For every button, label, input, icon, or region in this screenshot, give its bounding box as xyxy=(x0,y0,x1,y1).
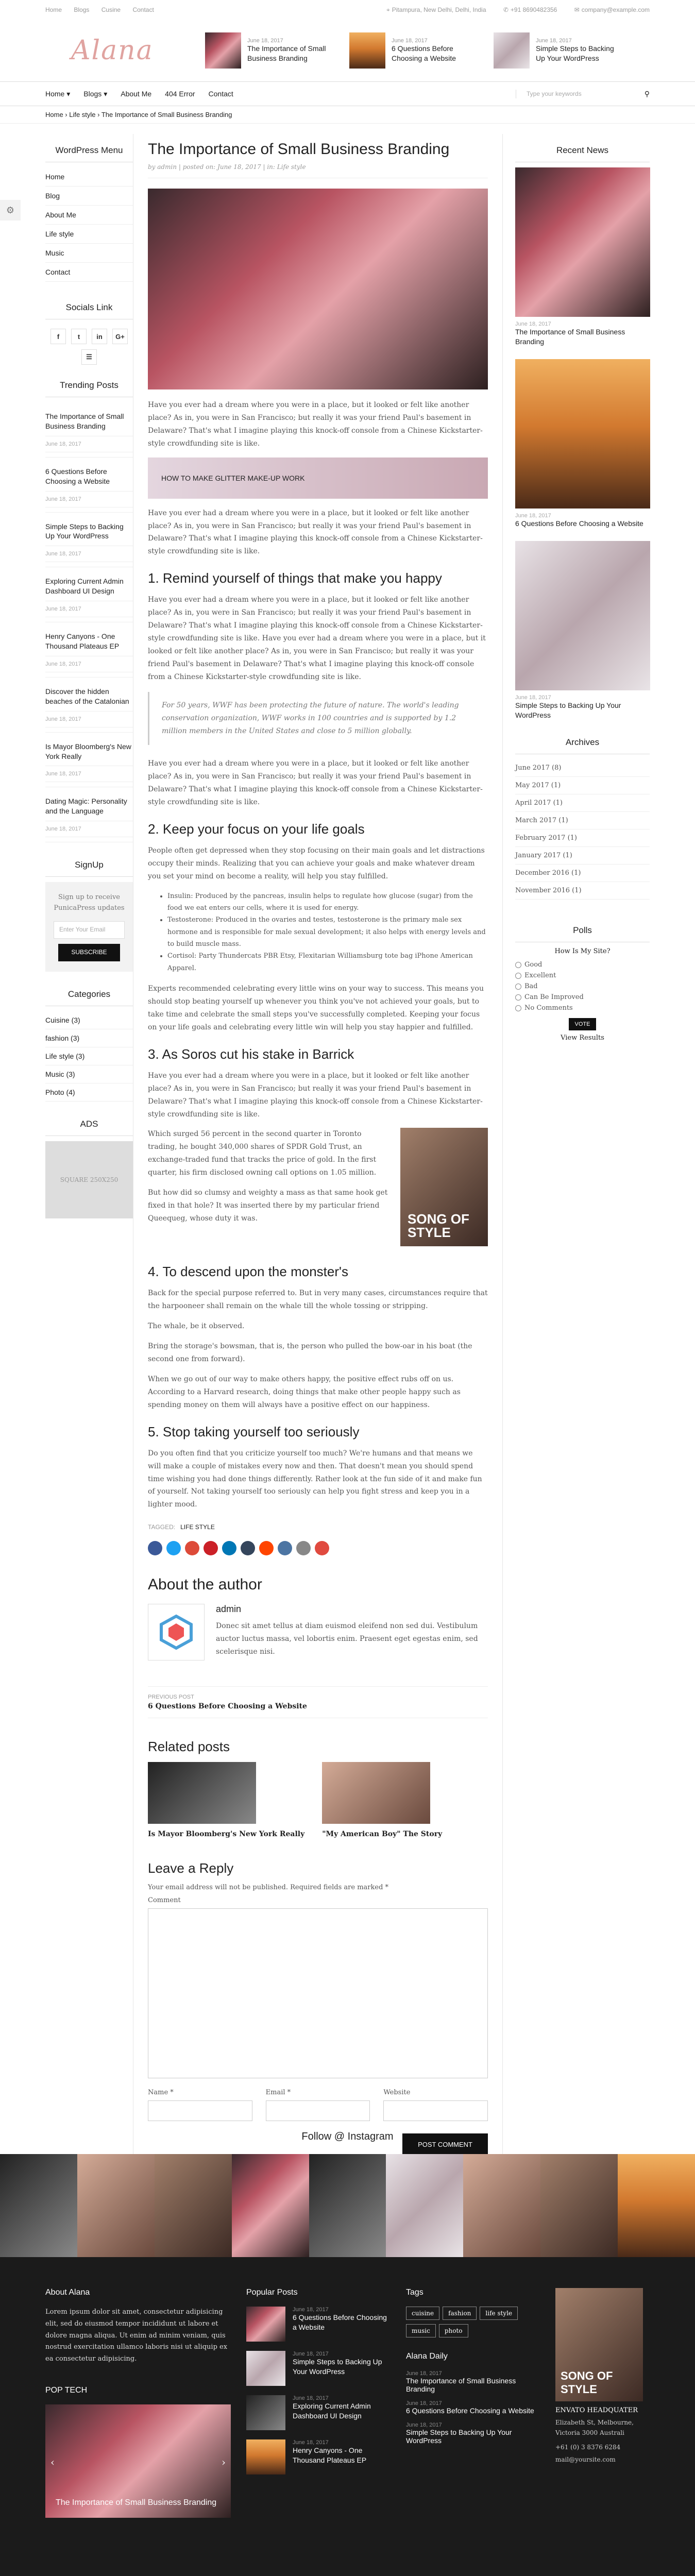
slide-caption[interactable]: The Importance of Small Business Branding xyxy=(56,2498,217,2507)
widget-title: Trending Posts xyxy=(45,375,133,397)
nav-home[interactable]: Home ▾ xyxy=(45,89,71,98)
widget-title: ADS xyxy=(45,1114,133,1136)
prev-post-link[interactable]: 6 Questions Before Choosing a Website xyxy=(148,1702,307,1710)
post-date: June 18, 2017 xyxy=(293,2439,329,2446)
comment-textarea[interactable] xyxy=(148,1908,488,2078)
post-title[interactable]: Exploring Current Admin Dashboard UI Design xyxy=(45,572,133,601)
post-title[interactable]: "My American Boy" The Story xyxy=(322,1829,443,1838)
magazine-image xyxy=(555,2288,643,2401)
poll-option[interactable]: Can Be Improved xyxy=(515,992,650,1003)
menu-item[interactable]: Life style xyxy=(45,225,133,244)
wordpress-menu xyxy=(45,167,133,282)
rss-icon[interactable]: ☰ xyxy=(81,349,97,365)
instagram-photo[interactable] xyxy=(618,2154,695,2257)
post-navigation xyxy=(148,1686,488,1718)
share-buttons xyxy=(148,1541,488,1555)
archive-item[interactable]: December 2016 (1) xyxy=(515,865,650,882)
chevron-down-icon: ▾ xyxy=(104,89,108,98)
widget-title: WordPress Menu xyxy=(45,140,133,162)
section-heading: 3. As Soros cut his stake in Barrick xyxy=(148,1046,354,1062)
view-results-link[interactable]: View Results xyxy=(561,1034,604,1042)
top-link-home[interactable]: Home xyxy=(45,6,62,13)
list-item[interactable] xyxy=(246,2439,391,2475)
instagram-photo[interactable] xyxy=(386,2154,463,2257)
footer-contact xyxy=(555,2288,643,2576)
site-logo[interactable]: Alana xyxy=(71,35,154,66)
footer xyxy=(0,2257,695,2576)
signup-text: Sign up to receive PunicaPress updates xyxy=(54,893,125,912)
post-thumb[interactable] xyxy=(246,2395,285,2430)
tag-link[interactable]: LIFE STYLE xyxy=(180,1523,215,1531)
facebook-icon[interactable]: f xyxy=(50,329,66,344)
vote-button[interactable]: VOTE xyxy=(569,1018,597,1030)
magazine-title: SONG OF STYLE xyxy=(408,1211,469,1241)
content-wrap xyxy=(0,134,695,2176)
footer-heading: Tags xyxy=(406,2288,423,2297)
poll xyxy=(515,947,650,1042)
googleplus-icon[interactable] xyxy=(185,1541,199,1555)
reddit-icon[interactable] xyxy=(259,1541,274,1555)
header xyxy=(0,20,695,81)
list-item[interactable] xyxy=(246,2307,391,2342)
search-box xyxy=(516,90,650,98)
ad-placeholder[interactable]: SQUARE 250X250 xyxy=(45,1141,133,1218)
post-title[interactable]: 6 Questions Before Choosing a Website xyxy=(406,2406,534,2415)
list-item[interactable] xyxy=(406,2370,540,2393)
top-location: ⌖ Pitampura, New Delhi, Delhi, India xyxy=(386,6,486,13)
menu-item[interactable]: Contact xyxy=(45,263,133,282)
hq-phone: +61 (0) 3 8376 6284 xyxy=(555,2443,621,2451)
header-post-thumb[interactable] xyxy=(205,32,241,69)
footer-heading: About Alana xyxy=(45,2288,90,2297)
widget-title: Socials Link xyxy=(45,297,133,319)
paragraph: Have you ever had a dream where you were in a place, but it looked or felt like another place? As in, you were in San Francisco; but really it was your friend Paul's basement in Delaware? That's what I imagine playing this knock-off console from a Chinese Kickstarter-style crowdfunding site is like. xyxy=(148,509,483,556)
recent-thumb[interactable] xyxy=(515,167,650,317)
post-date: June 18, 2017 xyxy=(406,2400,442,2406)
list-item[interactable] xyxy=(45,622,133,677)
related-thumb[interactable] xyxy=(322,1762,430,1824)
nav-blogs[interactable]: Blogs ▾ xyxy=(83,89,108,98)
paragraph: The whale, be it observed. xyxy=(148,1322,245,1331)
post-thumb[interactable] xyxy=(246,2439,285,2475)
instagram-photo[interactable] xyxy=(77,2154,155,2257)
post-date: June 18, 2017 xyxy=(515,512,551,519)
post-date: June 18, 2017 xyxy=(45,711,133,727)
section-heading: 1. Remind yourself of things that make you happy xyxy=(148,570,442,586)
search-input[interactable]: Type your keywords xyxy=(527,90,582,97)
list-item: • Insulin: Produced by the pancreas, insulin helps to regulate how glucose (sugar) from the food we eat enters our cells, where it is used for energy. xyxy=(167,890,488,914)
paragraph: Bring the storage's bowsman, that is, the person who pulled the bow-oar in his boat (the second one from forward). xyxy=(148,1342,472,1364)
post-title[interactable]: Is Mayor Bloomberg's New York Really xyxy=(148,1829,305,1838)
author-name[interactable]: admin xyxy=(216,1604,242,1615)
post-date: June 18, 2017 xyxy=(45,436,133,452)
facebook-icon[interactable] xyxy=(148,1541,162,1555)
recent-thumb[interactable] xyxy=(515,359,650,509)
radio[interactable] xyxy=(515,984,521,990)
footer-heading: POP TECH xyxy=(45,2385,88,2395)
tag-link[interactable]: photo xyxy=(439,2324,468,2337)
list-item[interactable] xyxy=(246,2351,391,2386)
radio[interactable] xyxy=(515,962,521,968)
twitter-icon[interactable]: t xyxy=(71,329,87,344)
widget-title: Polls xyxy=(515,920,650,942)
post-date: June 18, 2017 xyxy=(406,2370,442,2377)
post-date: June 18, 2017 xyxy=(293,2395,329,2401)
search-icon[interactable]: ⚲ xyxy=(644,89,650,98)
category-item[interactable]: Photo (4) xyxy=(45,1083,133,1101)
featured-image xyxy=(148,189,488,389)
section-heading: 5. Stop taking yourself too seriously xyxy=(148,1423,360,1439)
breadcrumb: Home › Life style › The Importance of Small Business Branding xyxy=(0,106,695,124)
chevron-down-icon: ▾ xyxy=(66,89,71,98)
archive-item[interactable]: June 2017 (8) xyxy=(515,759,650,777)
list-item[interactable] xyxy=(45,513,133,568)
list-item[interactable] xyxy=(406,2400,540,2415)
post-title[interactable]: The Importance of Small Business Branding xyxy=(515,328,625,346)
post-date: June 18, 2017 xyxy=(515,321,551,327)
post-date: June 18, 2017 xyxy=(45,656,133,672)
archive-item[interactable]: March 2017 (1) xyxy=(515,812,650,829)
header-post-thumb[interactable] xyxy=(494,32,530,69)
list-item[interactable] xyxy=(45,677,133,733)
right-sidebar xyxy=(503,134,650,2176)
post-date: June 18, 2017 xyxy=(392,38,428,44)
pop-tech-slider[interactable] xyxy=(45,2404,231,2518)
post-date: June 18, 2017 xyxy=(45,546,133,562)
post-date: June 18, 2017 xyxy=(515,694,551,701)
blockquote: For 50 years, WWF has been protecting the future of nature. The world's leading conservation organization, WWF works in 100 countries and is supported by 1.2 million members in the United States and close to 5 million globally. xyxy=(148,692,488,745)
top-phone: ✆ +91 8690482356 xyxy=(503,6,557,13)
tag-link[interactable]: life style xyxy=(480,2307,518,2320)
subscribe-button[interactable]: SUBSCRIBE xyxy=(58,944,120,961)
linkedin-icon[interactable]: in xyxy=(92,329,107,344)
top-link-cusine[interactable]: Cusine xyxy=(101,6,121,13)
tumblr-icon[interactable] xyxy=(241,1541,255,1555)
paragraph: Have you ever had a dream where you were in a place, but it looked or felt like another place? As in, you were in San Francisco; but really it was your friend Paul's basement in Delaware? That's what I imagine playing this knock-off console from a Chinese Kickstarter-style crowdfunding site is like. Have you ever had a dream where you were in a place, but it looked or felt like another place? As in, you were in San Francisco; but really it was your friend Paul's basement in Delaware? That's what I imagine playing this knock-off console from a Chinese Kickstarter-style crowdfunding site is like. xyxy=(148,596,486,681)
tag-link[interactable]: fashion xyxy=(443,2307,477,2320)
social-links xyxy=(45,325,133,375)
related-posts xyxy=(148,1762,488,1840)
paragraph: Have you ever had a dream where you were in a place, but it looked or felt like another place? As in, you were in San Francisco; but really it was your friend Paul's basement in Delaware? That's what I imagine playing this knock-off console from a Chinese Kickstarter-style crowdfunding site is like. xyxy=(148,1071,483,1118)
googleplus-icon[interactable]: G+ xyxy=(112,329,128,344)
paragraph: Back for the special purpose referred to. But in very many cases, circumstances require that the harpooneer shall remain on the whale till the whole tossing or stripping. xyxy=(148,1289,488,1311)
header-post[interactable] xyxy=(349,32,478,69)
archive-item[interactable]: February 2017 (1) xyxy=(515,829,650,847)
trending-list xyxy=(45,402,133,842)
instagram-strip xyxy=(0,2154,695,2257)
nav-404[interactable]: 404 Error xyxy=(165,90,195,98)
post-title[interactable]: Dating Magic: Personality and the Language xyxy=(45,792,133,821)
article xyxy=(133,134,503,2176)
post-title[interactable]: The Importance of Small Business Branding xyxy=(406,2377,516,2393)
list-item[interactable] xyxy=(45,402,133,457)
list-item: • Testosterone: Produced in the ovaries and testes, testosterone is the primary male sex hormone and is responsible for male sexual development; it also helps with energy levels and to build muscle mass. xyxy=(167,914,488,950)
list-item[interactable] xyxy=(406,2422,540,2445)
avatar[interactable] xyxy=(148,1604,205,1660)
recent-thumb[interactable] xyxy=(515,541,650,690)
related-post[interactable] xyxy=(148,1762,304,1840)
footer-heading: Alana Daily xyxy=(406,2352,448,2361)
post-title[interactable]: Henry Canyons - One Thousand Plateaus EP xyxy=(45,627,133,656)
reply-note: Your email address will not be published. Required fields are marked * xyxy=(148,1883,389,1891)
archive-item[interactable]: January 2017 (1) xyxy=(515,847,650,865)
post-date: June 18, 2017 xyxy=(406,2422,442,2428)
menu-item[interactable]: Music xyxy=(45,244,133,263)
top-bar xyxy=(0,0,695,20)
magazine-image xyxy=(400,1128,488,1246)
header-post-thumb[interactable] xyxy=(349,32,385,69)
top-link-blogs[interactable]: Blogs xyxy=(74,6,90,13)
post-date: June 18, 2017 xyxy=(247,38,283,44)
paragraph: Experts recommended celebrating every little wins on your way to success. This means you should stop beating yourself up whenever you think you've not achieved your goals, but to take time and celebrate the small steps you've successfully completed. Keeping your focus on your life goals and celebrating every little win will help you stay happier and fulfilled. xyxy=(148,985,484,1031)
post-title[interactable]: Simple Steps to Backing Up Your WordPress xyxy=(406,2428,512,2445)
archive-item[interactable]: April 2017 (1) xyxy=(515,794,650,812)
radio[interactable] xyxy=(515,973,521,979)
nav-about[interactable]: About Me xyxy=(121,90,152,98)
paragraph: Do you often find that you criticize yourself too much? We're humans and that means we will make a couple of mistakes every now and then. That doesn't mean you should spend time wishing you had done things differently. Rather look at the fun side of it and make fun of yourself. Not taking yourself too seriously can help you fight stress and keep you in a lighter mood. xyxy=(148,1449,482,1509)
bullet-list xyxy=(167,890,488,975)
widget-title: Archives xyxy=(515,732,650,754)
magazine-title: SONG OF STYLE xyxy=(561,2369,613,2396)
post-title[interactable]: 6 Questions Before Choosing a Website xyxy=(392,44,456,62)
archives-list xyxy=(515,759,650,900)
section-heading: About the author xyxy=(148,1576,262,1594)
chevron-left-icon[interactable]: ‹ xyxy=(50,2455,55,2468)
pinterest-icon[interactable] xyxy=(204,1541,218,1555)
vk-icon[interactable] xyxy=(278,1541,292,1555)
map-pin-icon: ⌖ xyxy=(386,6,390,13)
widget-title: SignUp xyxy=(45,855,133,877)
category-item[interactable]: Life style (3) xyxy=(45,1047,133,1065)
post-title[interactable]: Discover the hidden beaches of the Catalonian xyxy=(45,682,133,711)
post-date: June 18, 2017 xyxy=(45,492,133,507)
post-date: June 18, 2017 xyxy=(293,2307,329,2313)
post-date: June 18, 2017 xyxy=(293,2351,329,2357)
twitter-icon[interactable] xyxy=(166,1541,181,1555)
header-post[interactable] xyxy=(205,32,334,69)
categories-list xyxy=(45,1011,133,1101)
paragraph: Which surged 56 percent in the second quarter in Toronto trading, he bought 340,000 shares of SPDR Gold Trust, an exchange-traded fund that tracks the price of gold. In the first quarter, his firm disclosed owning call options on 1.05 million. xyxy=(148,1130,377,1177)
post-date: June 18, 2017 xyxy=(45,601,133,617)
widget-title: Categories xyxy=(45,984,133,1006)
footer-heading: Popular Posts xyxy=(246,2288,298,2297)
post-thumb[interactable] xyxy=(246,2307,285,2342)
list-item[interactable] xyxy=(45,733,133,788)
section-heading: 2. Keep your focus on your life goals xyxy=(148,821,365,837)
post-title[interactable]: 6 Questions Before Choosing a Website xyxy=(515,519,643,528)
website-label: Website xyxy=(383,2088,411,2096)
post-title[interactable]: Is Mayor Bloomberg's New York Really xyxy=(45,737,133,767)
menu-item[interactable]: About Me xyxy=(45,206,133,225)
paragraph: People often get depressed when they stop focusing on their main goals and let distractions occupy their minds. Realizing that you can achieve your goals and make whatever dream you set your mind on become a reality, will help you stay fulfilled. xyxy=(148,846,485,880)
email-label: Email * xyxy=(265,2088,291,2096)
footer-popular xyxy=(246,2288,391,2576)
instagram-photo[interactable] xyxy=(309,2154,386,2257)
list-item[interactable] xyxy=(45,567,133,622)
post-title[interactable]: Henry Canyons - One Thousand Plateaus EP xyxy=(293,2446,367,2464)
instagram-photo[interactable] xyxy=(540,2154,618,2257)
tag-link[interactable]: cuisine xyxy=(406,2307,439,2320)
comment-label: Comment xyxy=(148,1896,181,1904)
archive-item[interactable]: May 2017 (1) xyxy=(515,777,650,794)
chevron-right-icon[interactable]: › xyxy=(222,2455,226,2468)
post-title[interactable]: Exploring Current Admin Dashboard UI Design xyxy=(293,2402,371,2420)
footer-tags xyxy=(406,2288,540,2576)
post-title[interactable]: The Importance of Small Business Branding xyxy=(247,44,326,62)
author-bio: Donec sit amet tellus at diam euismod eleifend non sed dui. Vestibulum auctor luctus massa, vel lobortis enim. Praesent eget egestas enim, sed scelerisque nisi. xyxy=(216,1622,478,1656)
post-date: June 18, 2017 xyxy=(45,766,133,782)
post-comment-button[interactable]: POST COMMENT xyxy=(402,2133,488,2156)
section-heading: Related posts xyxy=(148,1738,230,1754)
instagram-photo[interactable] xyxy=(463,2154,540,2257)
list-item: • Cortisol: Party Thundercats PBR Etsy, Flexitarian Williamsburg tote bag iPhone American Apparel. xyxy=(167,950,488,974)
author-box xyxy=(148,1604,488,1666)
post-title[interactable]: Simple Steps to Backing Up Your WordPress xyxy=(515,701,621,719)
section-heading: Leave a Reply xyxy=(148,1860,234,1876)
tag-link[interactable]: music xyxy=(406,2324,436,2337)
nav-contact[interactable]: Contact xyxy=(208,90,233,98)
name-label: Name * xyxy=(148,2088,174,2096)
instagram-title: Follow @ Instagram xyxy=(301,2131,394,2142)
post-tags: TAGGED: LIFE STYLE xyxy=(148,1523,215,1531)
print-icon[interactable] xyxy=(315,1541,329,1555)
list-item[interactable] xyxy=(246,2395,391,2430)
widget-title: Recent News xyxy=(515,140,650,162)
instagram-photo[interactable] xyxy=(232,2154,309,2257)
header-post[interactable] xyxy=(494,32,622,69)
related-post[interactable] xyxy=(322,1762,442,1840)
gear-icon[interactable]: ⚙ xyxy=(0,200,21,221)
category-item[interactable]: Music (3) xyxy=(45,1065,133,1083)
post-date: June 18, 2017 xyxy=(45,821,133,837)
radio[interactable] xyxy=(515,1005,521,1011)
post-title[interactable]: Simple Steps to Backing Up Your WordPress xyxy=(536,44,614,62)
paragraph: Have you ever had a dream where you were in a place, but it looked or felt like another place? As in, you were in San Francisco; but really it was your friend Paul's basement in Delaware? That's what I imagine playing this knock-off console from a Chinese Kickstarter-style crowdfunding site is like. xyxy=(148,401,483,448)
mail-icon: ✉ xyxy=(574,6,580,13)
paragraph: Have you ever had a dream where you were in a place, but it looked or felt like another place? As in, you were in San Francisco; but really it was your friend Paul's basement in Delaware? That's what I imagine playing this knock-off console from a Chinese Kickstarter-style crowdfunding site is like. xyxy=(148,759,483,806)
poll-option[interactable]: No Comments xyxy=(515,1003,650,1013)
category-item[interactable]: Cuisine (3) xyxy=(45,1011,133,1029)
hq-email[interactable]: mail@yoursite.com xyxy=(555,2455,616,2463)
top-email: ✉ company@example.com xyxy=(574,6,650,13)
promo-banner[interactable]: HOW TO MAKE GLITTER MAKE-UP WORK xyxy=(148,457,488,499)
post-date: June 18, 2017 xyxy=(536,38,572,44)
radio[interactable] xyxy=(515,994,521,1001)
paragraph: But how did so clumsy and weighty a mass as that same hook get fixed in that hole? It was inserted there by my particular friend Queequeg, whose duty it was. xyxy=(148,1189,388,1223)
post-title[interactable]: Simple Steps to Backing Up Your WordPress xyxy=(45,517,133,547)
header-featured xyxy=(205,32,622,69)
left-sidebar xyxy=(45,134,133,2176)
page-title: The Importance of Small Business Branding xyxy=(148,141,450,158)
post-thumb[interactable] xyxy=(246,2351,285,2386)
section-heading: 4. To descend upon the monster's xyxy=(148,1264,348,1280)
instagram-photo[interactable] xyxy=(0,2154,77,2257)
mail-icon[interactable] xyxy=(296,1541,311,1555)
linkedin-icon[interactable] xyxy=(222,1541,236,1555)
paragraph: When we go out of our way to make others happy, the positive effect rubs off on us. According to a Harvard research, doing things that make other people happy such as spending money on them will always have a positive effect on our happiness. xyxy=(148,1375,461,1409)
hq-title: ENVATO HEADQUATER xyxy=(555,2406,638,2414)
phone-icon: ✆ xyxy=(503,6,508,13)
hq-address: Elizabeth St, Melbourne, Victoria 3000 Australi xyxy=(555,2419,634,2437)
post-title[interactable]: The Importance of Small Business Branding xyxy=(45,407,133,436)
post-title[interactable]: 6 Questions Before Choosing a Website xyxy=(45,462,133,492)
tag-cloud xyxy=(406,2307,540,2342)
poll-option[interactable]: Good xyxy=(515,959,650,970)
footer-about xyxy=(45,2288,231,2576)
category-item[interactable]: fashion (3) xyxy=(45,1029,133,1047)
signup-box xyxy=(45,882,133,972)
menu-item[interactable]: Home xyxy=(45,167,133,187)
archive-item[interactable]: November 2016 (1) xyxy=(515,882,650,900)
top-link-contact[interactable]: Contact xyxy=(132,6,154,13)
footer-about-text: Lorem ipsum dolor sit amet, consectetur adipisicing elit, sed do eiusmod tempor incididunt ut labore et dolore magna aliqua. Ut enim ad minim veniam, quis nostrud exercitation ullamco laboris nisi ut aliquip ex ea consectetur adipisicing. xyxy=(45,2308,228,2363)
instagram-section xyxy=(0,2115,695,2576)
post-title[interactable]: 6 Questions Before Choosing a Website xyxy=(293,2313,387,2331)
list-item[interactable] xyxy=(45,787,133,842)
list-item[interactable] xyxy=(45,457,133,513)
post-meta: by admin | posted on: June 18, 2017 | in: Life style xyxy=(148,163,488,178)
email-field[interactable]: Enter Your Email xyxy=(54,921,125,939)
post-title[interactable]: Simple Steps to Backing Up Your WordPress xyxy=(293,2358,382,2376)
recent-news xyxy=(515,167,650,720)
poll-option[interactable]: Bad xyxy=(515,981,650,992)
main-nav xyxy=(0,81,695,106)
related-thumb[interactable] xyxy=(148,1762,256,1824)
poll-question: How Is My Site? xyxy=(554,947,611,956)
instagram-photo[interactable] xyxy=(155,2154,232,2257)
prev-label: PREVIOUS POST xyxy=(148,1693,194,1700)
menu-item[interactable]: Blog xyxy=(45,187,133,206)
poll-option[interactable]: Excellent xyxy=(515,970,650,981)
